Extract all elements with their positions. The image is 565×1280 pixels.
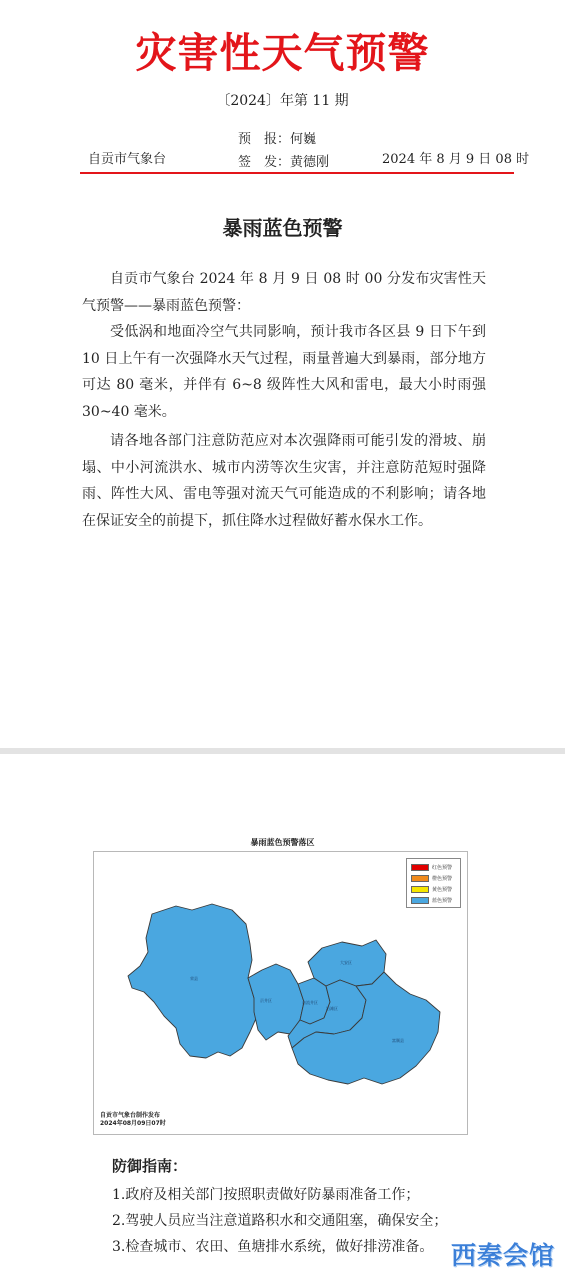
document-page-2 xyxy=(0,754,565,1280)
forecaster-row xyxy=(238,128,316,147)
map-label-rongxian: 荣县 xyxy=(190,976,198,981)
legend-item-red: 红色预警 xyxy=(411,862,456,873)
map-label-daan: 大安区 xyxy=(340,960,352,965)
issue-datetime: 2024 年 8 月 9 日 08 时 xyxy=(382,152,530,167)
legend-swatch-red xyxy=(411,864,429,871)
defense-guide-item-3: 3.检查城市、农田、鱼塘排水系统，做好排涝准备。 xyxy=(112,1239,434,1255)
signer-name: 黄德刚 xyxy=(290,155,330,170)
signer-label: 签 发： xyxy=(238,155,291,170)
defense-guide-item-1: 1.政府及相关部门按照职责做好防暴雨准备工作； xyxy=(112,1187,420,1203)
warning-map xyxy=(93,851,468,1135)
warning-main-title: 灾害性天气预警 xyxy=(135,29,430,77)
legend-item-blue: 蓝色预警 xyxy=(411,895,456,906)
paragraph-forecast: 受低涡和地面冷空气共同影响，预计我市各区县 9 日下午到 10 日上午有一次强降水天气过程，雨量普遍大到暴雨，部分地方可达 80 毫米，并伴有 6~8 级阵性大风和雷电，最大小时雨强 30~40 毫米。 xyxy=(82,324,486,420)
map-credit-time: 2024年08月09日07时 xyxy=(100,1120,166,1127)
forecaster-name: 何巍 xyxy=(290,132,317,147)
map-credit xyxy=(100,1112,166,1128)
map-label-fushun: 富顺县 xyxy=(392,1038,404,1043)
watermark-logo: 西秦会馆 xyxy=(450,1241,555,1270)
map-caption: 暴雨蓝色预警落区 xyxy=(250,838,315,847)
signer-row xyxy=(238,151,329,170)
legend-item-yellow: 黄色预警 xyxy=(411,884,456,895)
issue-number: 〔2024〕年第 11 期 xyxy=(216,93,349,109)
header-divider-line xyxy=(80,172,514,174)
paragraph-intro: 自贡市气象台 2024 年 8 月 9 日 08 时 00 分发布灾害性天气预警——暴雨蓝色预警： xyxy=(82,271,486,314)
map-label-yantan: 沿滩区 xyxy=(326,1006,338,1011)
legend-swatch-blue xyxy=(411,897,429,904)
map-legend xyxy=(406,858,461,908)
warning-subtitle: 暴雨蓝色预警 xyxy=(222,216,343,240)
legend-item-orange: 橙色预警 xyxy=(411,873,456,884)
map-label-ziliujing: 自流井区 xyxy=(302,1000,318,1005)
paragraph-advice: 请各地各部门注意防范应对本次强降雨可能引发的滑坡、崩塌、中小河流洪水、城市内涝等次生灾害，并注意防范短时强降雨、阵性大风、雷电等强对流天气可能造成的不利影响；请各地在保证安全的前提下，抓住降水过程做好蓄水保水工作。 xyxy=(82,433,486,529)
map-credit-publisher: 自贡市气象台制作发布 xyxy=(100,1112,161,1119)
agency-name: 自贡市气象台 xyxy=(88,152,167,167)
legend-swatch-yellow xyxy=(411,886,429,893)
map-label-gongjing: 贡井区 xyxy=(260,998,272,1003)
defense-guide-item-2: 2.驾驶人员应当注意道路积水和交通阻塞，确保安全； xyxy=(112,1213,448,1229)
map-region-rongxian xyxy=(128,904,258,1058)
forecaster-label: 预 报： xyxy=(238,132,291,147)
defense-guide-title: 防御指南： xyxy=(112,1157,188,1175)
legend-swatch-orange xyxy=(411,875,429,882)
